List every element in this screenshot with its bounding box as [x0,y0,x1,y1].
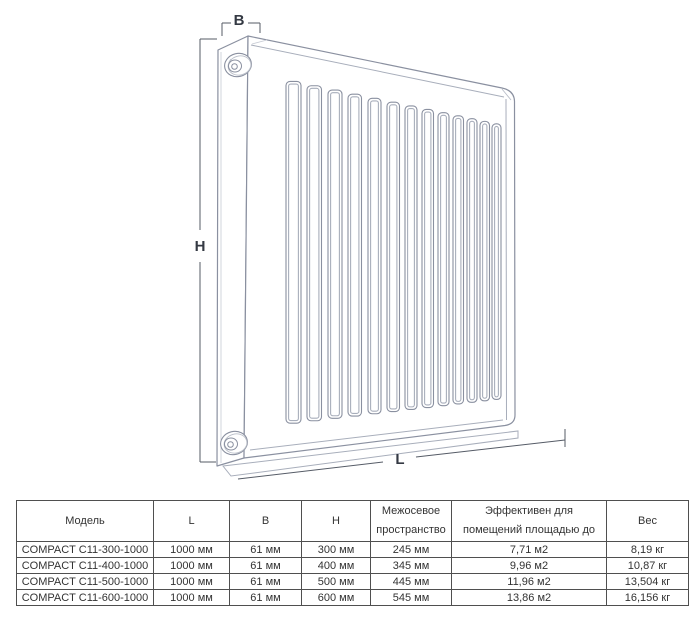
cell-length: 1000 мм [154,574,230,590]
table-row [17,590,689,606]
header-effective-area: Эффективен для помещений площадью до [452,501,607,542]
cell-effective-area: 11,96 м2 [452,574,607,590]
groove-line [348,94,362,416]
cell-height: 600 мм [302,590,371,606]
header-length: L [154,501,230,542]
cell-effective-area: 7,71 м2 [452,542,607,558]
groove-line [467,119,477,403]
table-row [17,574,689,590]
header-model: Модель [17,501,154,542]
spec-table-container [16,500,688,607]
cell-weight: 8,19 кг [607,542,689,558]
spec-table-header-row [17,501,689,542]
header-height: H [302,501,371,542]
cell-axial-spacing: 545 мм [371,590,452,606]
cell-height: 400 мм [302,558,371,574]
groove-line [480,121,490,400]
header-axial-spacing: Межосевое пространство [371,501,452,542]
cell-depth: 61 мм [230,558,302,574]
header-weight: Вес [607,501,689,542]
cell-model: COMPACT C11-400-1000 [17,558,154,574]
dimension-h [195,39,217,462]
cell-length: 1000 мм [154,542,230,558]
cell-axial-spacing: 245 мм [371,542,452,558]
cell-height: 300 мм [302,542,371,558]
cell-effective-area: 9,96 м2 [452,558,607,574]
dimension-h-label: H [194,238,206,255]
spec-table [16,500,689,606]
dimension-b-label: B [233,12,245,29]
groove-line [492,124,501,400]
table-row [17,542,689,558]
cell-weight: 16,156 кг [607,590,689,606]
cell-depth: 61 мм [230,574,302,590]
cell-weight: 13,504 кг [607,574,689,590]
dimension-l-label: L [395,451,405,468]
dimension-b [222,12,260,36]
cell-axial-spacing: 445 мм [371,574,452,590]
header-depth: B [230,501,302,542]
cell-length: 1000 мм [154,590,230,606]
groove-line [422,109,434,407]
cell-weight: 10,87 кг [607,558,689,574]
radiator-grooves [286,81,501,423]
groove-line [453,116,464,404]
table-row [17,558,689,574]
cell-model: COMPACT C11-600-1000 [17,590,154,606]
cell-model: COMPACT C11-500-1000 [17,574,154,590]
groove-line [405,106,417,410]
groove-line [368,98,381,413]
radiator-side-panel [217,36,248,466]
cell-length: 1000 мм [154,558,230,574]
cell-effective-area: 13,86 м2 [452,590,607,606]
groove-line [438,113,449,406]
cell-depth: 61 мм [230,542,302,558]
groove-line [387,102,400,411]
cell-model: COMPACT C11-300-1000 [17,542,154,558]
cell-depth: 61 мм [230,590,302,606]
cell-axial-spacing: 345 мм [371,558,452,574]
cell-height: 500 мм [302,574,371,590]
